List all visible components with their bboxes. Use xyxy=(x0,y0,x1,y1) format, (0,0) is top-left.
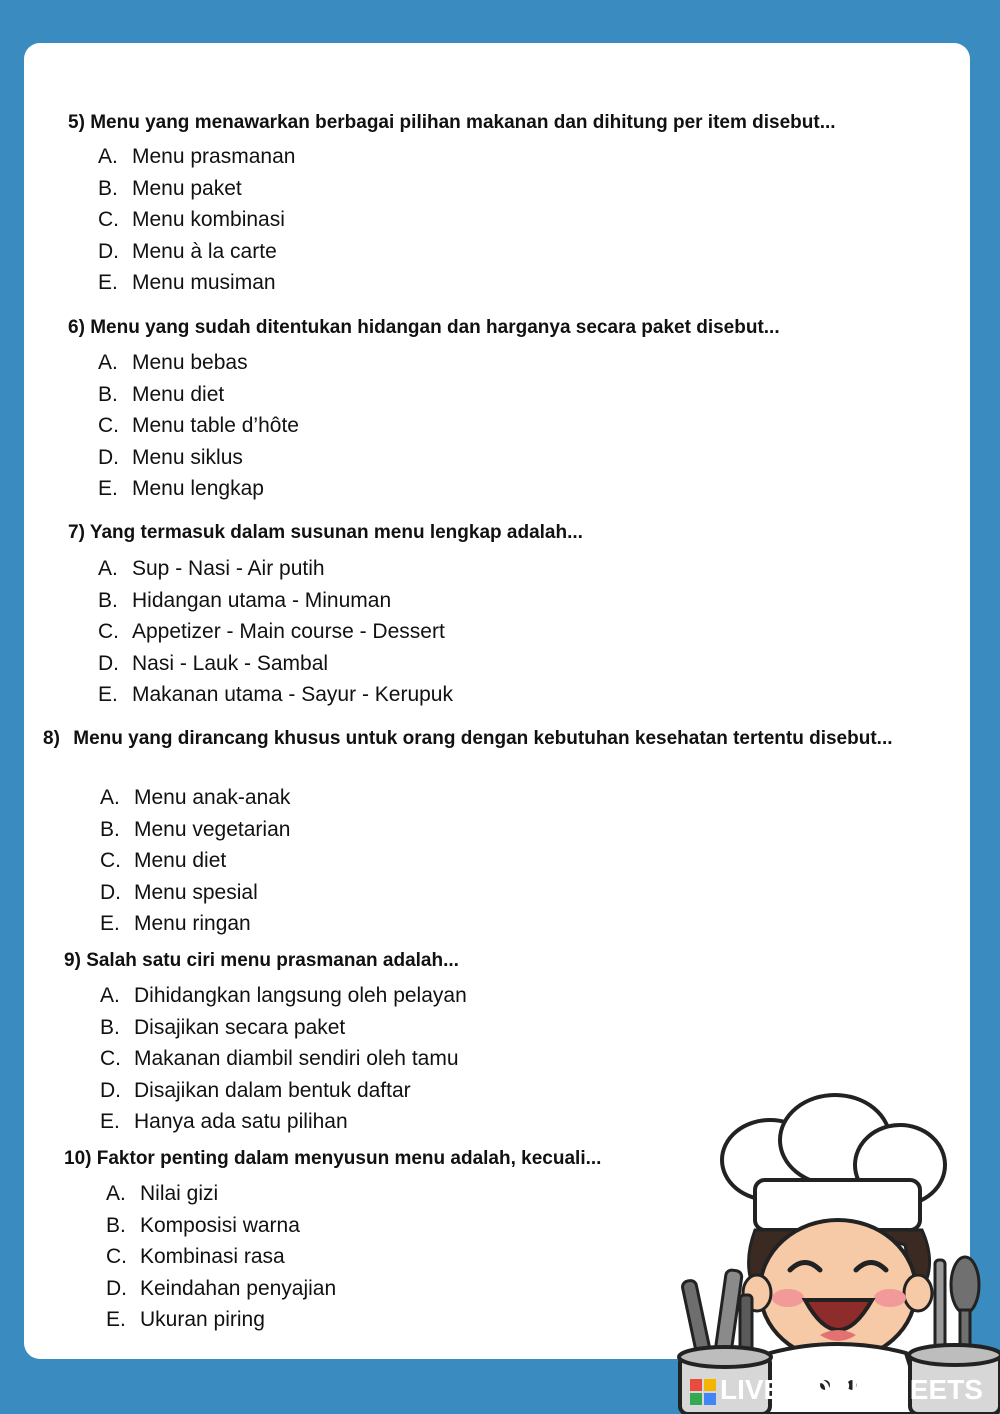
option-a[interactable]: A. Nilai gizi xyxy=(106,1182,219,1205)
option-e[interactable]: E. Ukuran piring xyxy=(106,1308,265,1331)
question-8 xyxy=(68,724,953,754)
option-e[interactable]: E. Menu lengkap xyxy=(98,477,264,500)
question-9 xyxy=(64,946,944,976)
question-5-options xyxy=(98,141,295,299)
option-b[interactable]: B. Hidangan utama - Minuman xyxy=(98,588,392,612)
option-d[interactable]: D. Menu spesial xyxy=(100,880,258,904)
question-10-options xyxy=(106,1178,336,1336)
question-8-options xyxy=(100,782,290,940)
option-c[interactable]: C. Menu kombinasi xyxy=(98,208,285,231)
option-d[interactable]: D. Menu siklus xyxy=(98,445,243,469)
option-b[interactable]: B. Komposisi warna xyxy=(106,1213,300,1237)
option-a[interactable]: A. Sup - Nasi - Air putih xyxy=(98,557,325,580)
question-6 xyxy=(68,313,948,343)
option-a[interactable]: A. Menu anak-anak xyxy=(100,786,291,809)
liveworksheets-watermark xyxy=(690,1370,983,1410)
question-number: 5) xyxy=(68,112,85,133)
question-number: 6) xyxy=(68,317,85,338)
option-c[interactable]: C. Makanan diambil sendiri oleh tamu xyxy=(100,1047,459,1070)
option-e[interactable]: E. Makanan utama - Sayur - Kerupuk xyxy=(98,683,453,706)
question-number: 9) xyxy=(64,950,81,971)
question-10 xyxy=(64,1144,704,1174)
option-e[interactable]: E. Hanya ada satu pilihan xyxy=(100,1110,348,1133)
option-b[interactable]: B. Menu diet xyxy=(98,382,225,406)
option-b[interactable]: B. Disajikan secara paket xyxy=(100,1015,346,1039)
option-e[interactable]: E. Menu ringan xyxy=(100,912,251,935)
option-d[interactable]: D. Nasi - Lauk - Sambal xyxy=(98,651,329,675)
option-b[interactable]: B. Menu paket xyxy=(98,176,242,200)
question-text: Salah satu ciri menu prasmanan adalah... xyxy=(86,950,459,971)
option-c[interactable]: C. Menu diet xyxy=(100,849,227,872)
question-9-options xyxy=(100,980,467,1138)
question-6-options xyxy=(98,347,299,505)
option-d[interactable]: D. Keindahan penyajian xyxy=(106,1276,337,1300)
question-text: Menu yang menawarkan berbagai pilihan makanan dan dihitung per item disebut... xyxy=(90,112,836,133)
option-b[interactable]: B. Menu vegetarian xyxy=(100,817,291,841)
question-text: Menu yang dirancang khusus untuk orang dengan kebutuhan kesehatan tertentu disebut... xyxy=(73,728,893,749)
question-number: 7) xyxy=(68,522,85,543)
question-7 xyxy=(68,518,948,548)
question-number: 10) xyxy=(64,1148,92,1169)
question-text: Faktor penting dalam menyusun menu adalah, kecuali... xyxy=(96,1148,602,1169)
chef-with-utensils-icon xyxy=(660,1085,1000,1414)
option-a[interactable]: A. Menu bebas xyxy=(98,351,248,374)
option-c[interactable]: C. Menu table d’hôte xyxy=(98,414,299,437)
option-a[interactable]: A. Menu prasmanan xyxy=(98,145,296,168)
question-7-options xyxy=(98,553,453,711)
option-c[interactable]: C. Kombinasi rasa xyxy=(106,1245,285,1268)
question-5 xyxy=(68,108,948,138)
liveworksheets-logo-icon xyxy=(690,1379,716,1405)
option-a[interactable]: A. Dihidangkan langsung oleh pelayan xyxy=(100,984,467,1007)
question-text: Yang termasuk dalam susunan menu lengkap adalah... xyxy=(89,522,583,543)
option-d[interactable]: D. Disajikan dalam bentuk daftar xyxy=(100,1078,411,1102)
option-c[interactable]: C. Appetizer - Main course - Dessert xyxy=(98,620,445,643)
question-text: Menu yang sudah ditentukan hidangan dan harganya secara paket disebut... xyxy=(90,317,780,338)
option-e[interactable]: E. Menu musiman xyxy=(98,271,276,294)
brand-text: LIVEWORKSHEETS xyxy=(720,1374,983,1405)
option-d[interactable]: D. Menu à la carte xyxy=(98,239,277,263)
